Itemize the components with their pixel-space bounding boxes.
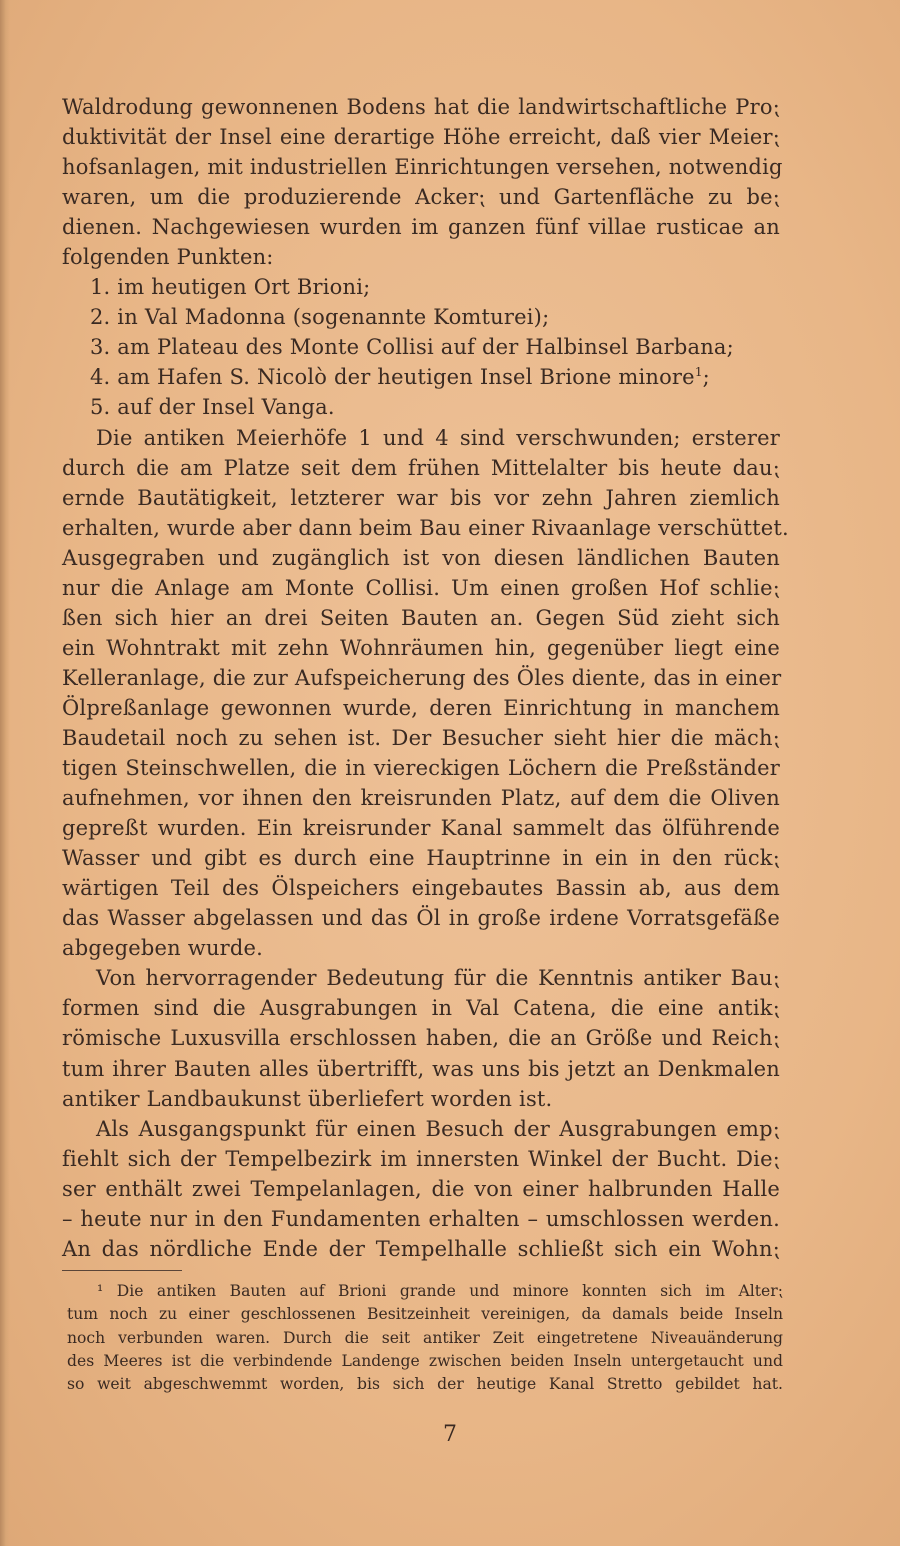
text-line: ßen sich hier an drei Seiten Bauten an. Gegen Süd zieht sich xyxy=(62,605,780,630)
text-line: waren, um die produzierende Acker⁏ und Gartenfläche zu be⁏ xyxy=(62,185,780,210)
text-line: römische Luxusvilla erschlossen haben, die an Größe und Reich⁏ xyxy=(62,1026,780,1051)
text-line: ser enthält zwei Tempelanlagen, die von einer halbrunden Halle xyxy=(62,1176,780,1201)
list-item xyxy=(62,362,780,392)
list-item-end: ; xyxy=(702,365,710,390)
text-line: aufnehmen, vor ihnen den kreisrunden Platz, auf dem die Oliven xyxy=(62,786,780,811)
page-number: 7 xyxy=(443,1422,457,1447)
text-line: ernde Bautätigkeit, letzterer war bis vor zehn Jahren ziemlich xyxy=(62,485,780,510)
footnote-line: noch verbunden waren. Durch die seit antiker Zeit eingetretene Niveauänderung xyxy=(67,1328,783,1347)
footnote-line: des Meeres ist die verbindende Landenge zwischen beiden Inseln untergetaucht und xyxy=(67,1351,783,1370)
list-item: 3. am Plateau des Monte Collisi auf der Halbinsel Barbana; xyxy=(90,335,734,360)
text-line: Baudetail noch zu sehen ist. Der Besucher sieht hier die mäch⁏ xyxy=(62,725,780,750)
footnote-line: tum noch zu einer geschlossenen Besitzeinheit vereinigen, da damals beide Inseln xyxy=(67,1305,783,1324)
text-line: gepreßt wurden. Ein kreisrunder Kanal sammelt das ölführende xyxy=(62,816,780,841)
body-text xyxy=(62,92,789,1264)
text-line: dienen. Nachgewiesen wurden im ganzen fünf villae rusticae an xyxy=(62,215,780,240)
text-line: ein Wohntrakt mit zehn Wohnräumen hin, gegenüber liegt eine xyxy=(62,635,780,660)
text-line: fiehlt sich der Tempelbezirk im innersten Winkel der Bucht. Die⁏ xyxy=(62,1146,780,1171)
text-line: Wasser und gibt es durch eine Hauptrinne in ein in den rück⁏ xyxy=(62,846,780,871)
text-line: – heute nur in den Fundamenten erhalten – umschlossen werden. xyxy=(62,1206,780,1231)
footnote-ref: 1 xyxy=(694,365,703,380)
footnote-line: so weit abgeschwemmt worden, bis sich der heutige Kanal Stretto gebildet hat. xyxy=(67,1375,783,1394)
text-line: das Wasser abgelassen und das Öl in große irdene Vorratsgefäße xyxy=(62,906,780,931)
list-item-text: 4. am Hafen S. Nicolò der heutigen Insel Brione minore xyxy=(90,365,695,390)
text-line: durch die am Platze seit dem frühen Mittelalter bis heute dau⁏ xyxy=(62,455,780,480)
text-line: Als Ausgangspunkt für einen Besuch der Ausgrabungen emp⁏ xyxy=(96,1116,780,1141)
text-line: An das nördliche Ende der Tempelhalle schließt sich ein Wohn⁏ xyxy=(62,1236,780,1261)
list-item: 2. in Val Madonna (sogenannte Komturei); xyxy=(90,305,550,330)
footnote-divider xyxy=(62,1270,182,1271)
footnote-line: ¹ Die antiken Bauten auf Brioni grande und minore konnten sich im Alter⁏ xyxy=(97,1282,783,1300)
text-line: wärtigen Teil des Ölspeichers eingebautes Bassin ab, aus dem xyxy=(62,876,780,901)
text-line: Waldrodung gewonnenen Bodens hat die landwirtschaftliche Pro⁏ xyxy=(62,95,780,119)
text-line: Kelleranlage, die zur Aufspeicherung des Öles diente, das in einer xyxy=(62,665,782,690)
text-line: tum ihrer Bauten alles übertrifft, was uns bis jetzt an Denkmalen xyxy=(62,1056,780,1081)
text-line: abgegeben wurde. xyxy=(62,936,264,961)
text-line: nur die Anlage am Monte Collisi. Um einen großen Hof schlie⁏ xyxy=(62,575,780,600)
text-line: antiker Landbaukunst überliefert worden ist. xyxy=(62,1086,553,1111)
text-line: folgenden Punkten: xyxy=(62,245,274,270)
text-line: Ölpreßanlage gewonnen wurde, deren Einrichtung in manchem xyxy=(62,695,780,720)
text-line: tigen Steinschwellen, die in viereckigen Löchern die Preßständer xyxy=(62,756,780,781)
text-line: Ausgegraben und zugänglich ist von diesen ländlichen Bauten xyxy=(62,545,780,570)
text-line: formen sind die Ausgrabungen in Val Catena, die eine antik⁏ xyxy=(62,996,780,1021)
list-item: 1. im heutigen Ort Brioni; xyxy=(90,275,371,300)
text-line: Von hervorragender Bedeutung für die Kenntnis antiker Bau⁏ xyxy=(96,966,780,991)
text-line: hofsanlagen, mit industriellen Einrichtungen versehen, notwendig xyxy=(62,155,783,180)
list-item: 5. auf der Insel Vanga. xyxy=(90,395,335,420)
text-line: duktivität der Insel eine derartige Höhe erreicht, daß vier Meier⁏ xyxy=(62,125,780,150)
text-line: Die antiken Meierhöfe 1 und 4 sind verschwunden; ersterer xyxy=(96,425,780,450)
text-line: erhalten, wurde aber dann beim Bau einer Rivaanlage verschüttet. xyxy=(62,515,789,540)
book-spine-edge xyxy=(0,0,10,1546)
footnote xyxy=(67,1280,783,1396)
